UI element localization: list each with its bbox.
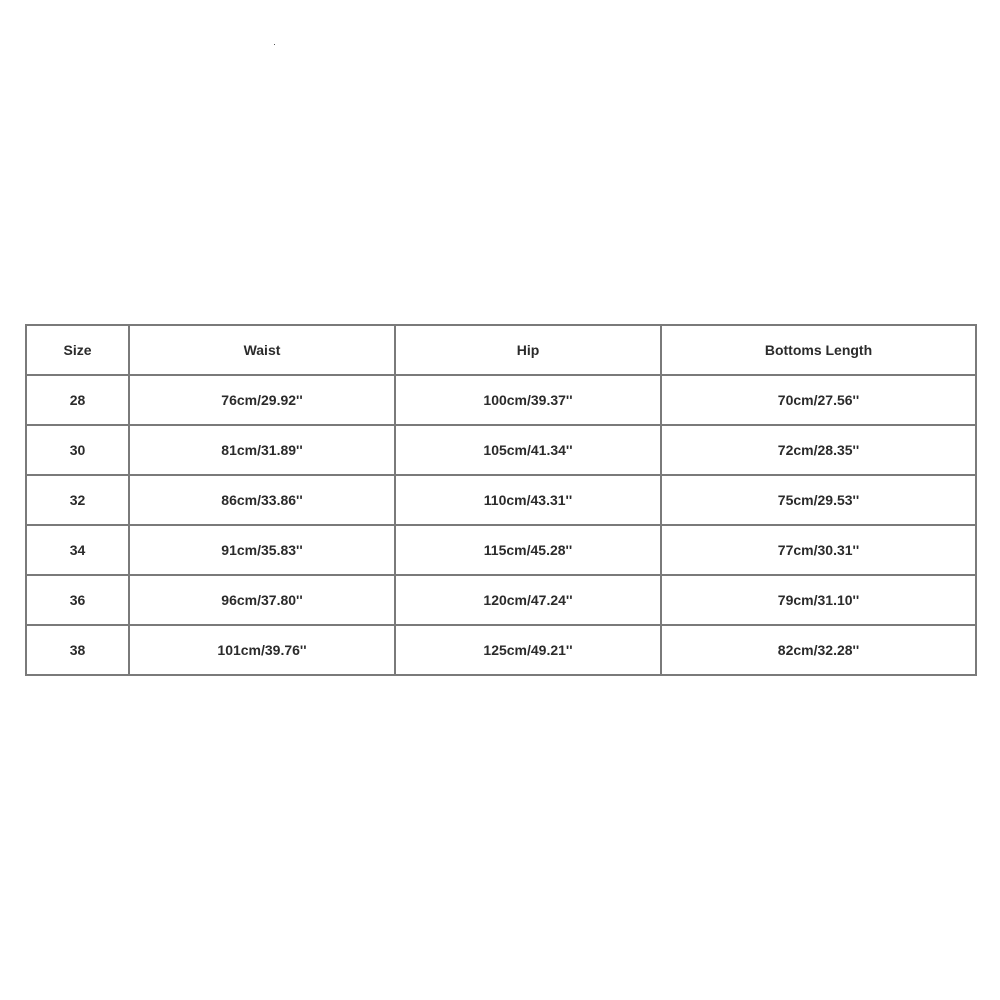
table-row: [26, 625, 976, 675]
cell-waist: 96cm/37.80'': [129, 575, 395, 625]
cell-bottoms-length: 70cm/27.56'': [661, 375, 976, 425]
cell-bottoms-length: 82cm/32.28'': [661, 625, 976, 675]
cell-bottoms-length: 79cm/31.10'': [661, 575, 976, 625]
table-row: [26, 375, 976, 425]
cell-size: 28: [26, 375, 129, 425]
header-bottoms-length: Bottoms Length: [661, 325, 976, 375]
cell-waist: 76cm/29.92'': [129, 375, 395, 425]
cell-bottoms-length: 75cm/29.53'': [661, 475, 976, 525]
table-row: [26, 525, 976, 575]
table-row: [26, 575, 976, 625]
cell-hip: 120cm/47.24'': [395, 575, 661, 625]
cell-size: 36: [26, 575, 129, 625]
table-row: [26, 425, 976, 475]
cell-size: 30: [26, 425, 129, 475]
cell-size: 34: [26, 525, 129, 575]
cell-size: 32: [26, 475, 129, 525]
cell-waist: 86cm/33.86'': [129, 475, 395, 525]
cell-hip: 110cm/43.31'': [395, 475, 661, 525]
cell-hip: 105cm/41.34'': [395, 425, 661, 475]
cell-bottoms-length: 72cm/28.35'': [661, 425, 976, 475]
table-row: [26, 475, 976, 525]
cell-hip: 125cm/49.21'': [395, 625, 661, 675]
cell-bottoms-length: 77cm/30.31'': [661, 525, 976, 575]
speck-mark: [274, 44, 275, 45]
cell-waist: 101cm/39.76'': [129, 625, 395, 675]
size-chart-table: [25, 324, 977, 676]
header-row: [26, 325, 976, 375]
cell-size: 38: [26, 625, 129, 675]
cell-hip: 100cm/39.37'': [395, 375, 661, 425]
cell-waist: 81cm/31.89'': [129, 425, 395, 475]
header-hip: Hip: [395, 325, 661, 375]
cell-waist: 91cm/35.83'': [129, 525, 395, 575]
header-waist: Waist: [129, 325, 395, 375]
header-size: Size: [26, 325, 129, 375]
cell-hip: 115cm/45.28'': [395, 525, 661, 575]
